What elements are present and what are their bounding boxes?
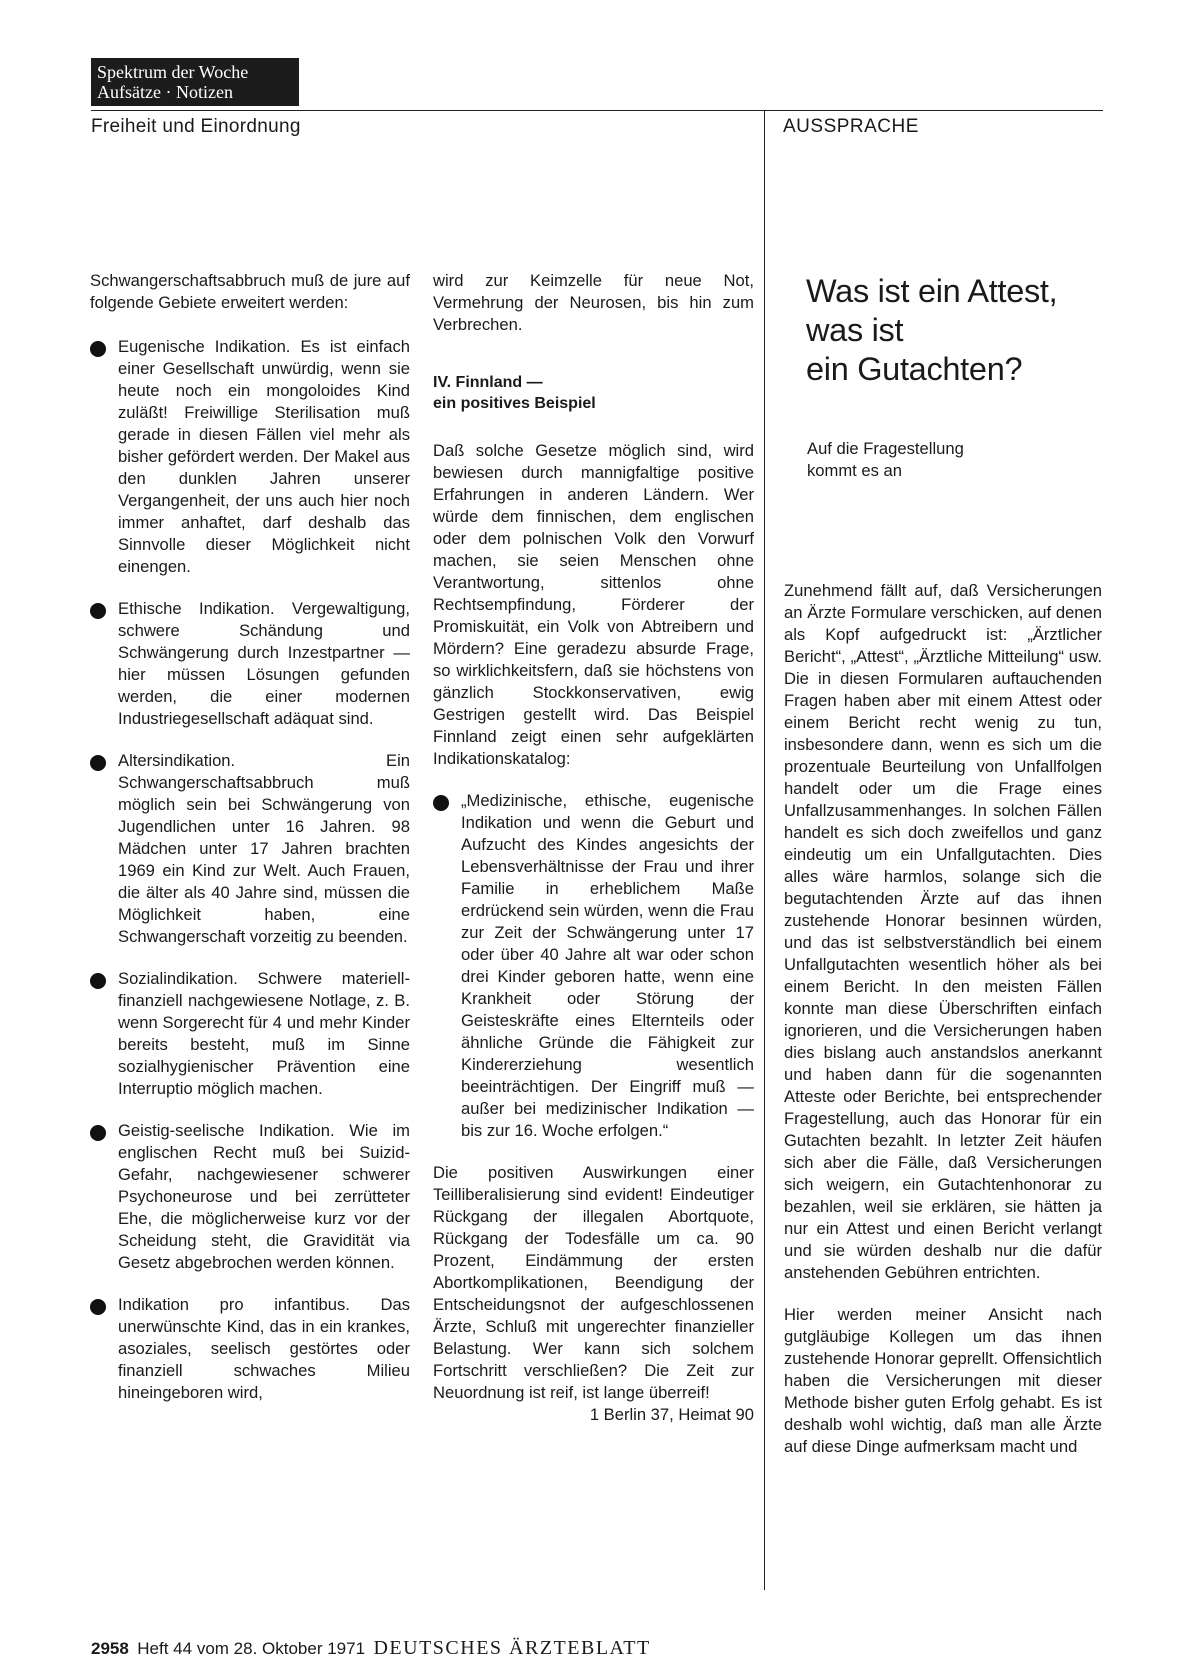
bullet-icon (90, 341, 106, 357)
column-right (784, 580, 1102, 1458)
body-paragraph: Hier werden meiner Ansicht nach gutgläubige Kollegen um das ihnen zustehende Honorar geprellt. Offensichtlich haben die Versicherungen mit dieser Methode bisher guten Erfolg gehabt. Es ist deshalb wohl wichtig, daß man alle Ärzte auf diese Dinge aufmerksam macht und (784, 1305, 1102, 1456)
subtitle-line-1: Auf die Fragestellung (807, 439, 964, 458)
author-address: 1 Berlin 37, Heimat 90 (589, 1405, 754, 1424)
list-item-text: Sozialindikation. Schwere materiell-finanziell nachgewiesene Notlage, z. B. wenn Sorgerecht für 4 und mehr Kinder bereits besteht, muß im Sinne sozialhygienischer Prävention eine Interruptio möglich machen. (118, 969, 410, 1098)
column-left (90, 270, 410, 1404)
bullet-icon (433, 795, 449, 811)
badge-line-1: Spektrum der Woche (97, 62, 249, 82)
quote-item (433, 790, 754, 1142)
subtitle-line-2: kommt es an (807, 461, 902, 480)
bullet-icon (90, 755, 106, 771)
intro-paragraph: Schwangerschaftsabbruch muß de jure auf folgende Gebiete erweitert werden: (90, 271, 410, 312)
article-title (806, 272, 1106, 389)
bullet-icon (90, 1125, 106, 1141)
body-paragraph: Die positiven Auswirkungen einer Teilliberalisierung sind evident! Eindeutiger Rückgang der illegalen Abortquote, Rückgang der Todesfälle um ca. 90 Prozent, Eindämmung der ersten Abortkomplikationen, Beendigung der Entscheidungsnot der aufgeschlossenen Ärzte, Schluß mit ungerechter finanzieller Belastung. Wer kann sich solchem Fortschritt verschließen? Die Zeit zur Neuordnung ist reif, ist lange überreif! (433, 1163, 754, 1402)
list-item (90, 750, 410, 948)
bullet-icon (90, 603, 106, 619)
body-paragraph: Daß solche Gesetze möglich sind, wird bewiesen durch mannigfaltige positive Erfahrungen in anderen Ländern. Wer würde dem finnischen, dem englischen oder dem polnischen Volk den Vorwurf machen, sie seien Menschen ohne Verantwortung, sittenlos ohne Rechtsempfindung, Förderer der Promiskuität, ein Volk von Abtreibern und Mördern? Eine geradezu absurde Frage, so wirklichkeitsfern, daß sie höchstens von gänzlich Stockkonservativen, ewig Gestrigen gestellt wird. Das Beispiel Finnland zeigt einen sehr aufgeklärten Indikationskatalog: (433, 441, 754, 768)
list-item-text: Geistig-seelische Indikation. Wie im englischen Recht muß bei Suizid-Gefahr, nachgewiesener schwerer Psychoneurose und bei zerrütteter Ehe, die möglicherweise kurz vor der Scheidung steht, die Gravidität via Gesetz abgebrochen werden können. (118, 1121, 410, 1272)
body-paragraph: Zunehmend fällt auf, daß Versicherungen an Ärzte Formulare verschicken, auf denen als Kopf aufgedruckt ist: „Ärztlicher Bericht“, „Attest“, „Ärztliche Mitteilung“ usw. Die in diesen Formularen auftauchenden Fragen haben aber mit einem Attest oder einem Bericht recht wenig zu tun, insbesondere dann, wenn es sich um die prozentuale Beurteilung von Unfallfolgen handelt oder um die Frage eines Unfallzusammenhanges. In solchen Fällen handelt es sich doch zweifellos und ganz eindeutig um ein Unfallgutachten. Dies alles wäre harmlos, solange sich die begutachtenden Ärzte auf das ihnen zustehende Honorar besinnen würden, und das ist selbstverständlich bei einem Unfallgutachten wesentlich höher als bei einem Bericht. In den meisten Fällen konnte man diese Überschriften einfach ignorieren, und die Versicherungen haben dies bislang auch anstandslos anerkannt und haben dann für die sogenannten Atteste oder Berichte, bei entsprechender Fragestellung, auch das Honorar für ein Gutachten bezahlt. In letzter Zeit häufen sich aber die Fälle, daß Versicherungen sich weigern, ein Gutachtenhonorar zu bezahlen, weil sie erklären, sie hätten ja nur ein Attest und einen Bericht verlangt und sie würden deshalb nur die dafür anstehenden Gebühren entrichten. (784, 581, 1102, 1282)
list-item (90, 598, 410, 730)
list-item (90, 968, 410, 1100)
list-item-text: Altersindikation. Ein Schwangerschaftsabbruch muß möglich sein bei Schwängerung von Jugendlichen unter 16 Jahren. 98 Mädchen unter 17 Jahren brachten 1969 ein Kind zur Welt. Auch Frauen, die älter als 40 Jahre sind, müssen die Möglichkeit haben, eine Schwangerschaft vorzeitig zu beenden. (118, 751, 410, 946)
list-item (90, 1120, 410, 1274)
subheading-line-1: IV. Finnland — (433, 374, 543, 391)
list-item-text: Eugenische Indikation. Es ist einfach einer Gesellschaft unwürdig, wenn sie heute noch ein mongoloides Kind zuläßt! Freiwillige Sterilisation muß gerade in diesen Fällen viel mehr als bisher gefördert werden. Der Makel aus den dunklen Jahren unserer Vergangenheit, der uns auch hier noch immer anhaftet, darf deshalb das Sinnvolle dieser Möglichkeit nicht einengen. (118, 337, 410, 576)
header-rule (91, 110, 1103, 111)
title-line-1: Was ist ein Attest, (806, 273, 1058, 309)
bullet-icon (90, 973, 106, 989)
list-item (90, 1294, 410, 1404)
article-subtitle (807, 438, 1067, 482)
bullet-icon (90, 1299, 106, 1315)
journal-name: DEUTSCHES ÄRZTEBLATT (373, 1637, 651, 1659)
column-divider (764, 110, 765, 1590)
subheading (433, 372, 754, 414)
page-footer (91, 1637, 651, 1660)
continuation-paragraph: wird zur Keimzelle für neue Not, Vermehrung der Neurosen, bis hin zum Verbrechen. (433, 271, 754, 334)
list-item (90, 336, 410, 578)
column-middle (433, 270, 754, 1426)
page-number: 2958 (91, 1639, 129, 1658)
list-item-text: Ethische Indikation. Vergewaltigung, schwere Schändung und Schwängerung durch Inzestpartner — hier müssen Lösungen gefunden werden, die einer modernen Industriegesellschaft adäquat sind. (118, 599, 410, 728)
title-line-2: was ist (806, 312, 904, 348)
title-line-3: ein Gutachten? (806, 351, 1023, 387)
section-heading-left: Freiheit und Einordnung (91, 116, 301, 137)
section-heading-right: AUSSPRACHE (783, 116, 919, 137)
quote-text: „Medizinische, ethische, eugenische Indikation und wenn die Geburt und Aufzucht des Kindes angesichts der Lebensverhältnisse der Frau und ihrer Familie in erheblichem Maße erdrückend sein würden, wenn die Frau zur Zeit der Schwängerung unter 17 oder über 40 Jahre alt war oder schon drei Kinder geboren hatte, wenn eine Krankheit oder Störung der Geisteskräfte eines Elternteils oder ähnliche Gründe die Fähigkeit zur Kindererziehung wesentlich beeinträchtigen. Der Eingriff muß — außer bei medizinischer Indikation — bis zur 16. Woche erfolgen.“ (461, 791, 754, 1140)
list-item-text: Indikation pro infantibus. Das unerwünschte Kind, das in ein krankes, asoziales, seelisch gestörtes oder finanziell schwaches Milieu hineingeboren wird, (118, 1295, 410, 1402)
badge-line-2: Aufsätze · Notizen (97, 82, 233, 102)
subheading-line-2: ein positives Beispiel (433, 395, 596, 412)
issue-info: Heft 44 vom 28. Oktober 1971 (137, 1639, 366, 1658)
section-badge (91, 58, 299, 106)
